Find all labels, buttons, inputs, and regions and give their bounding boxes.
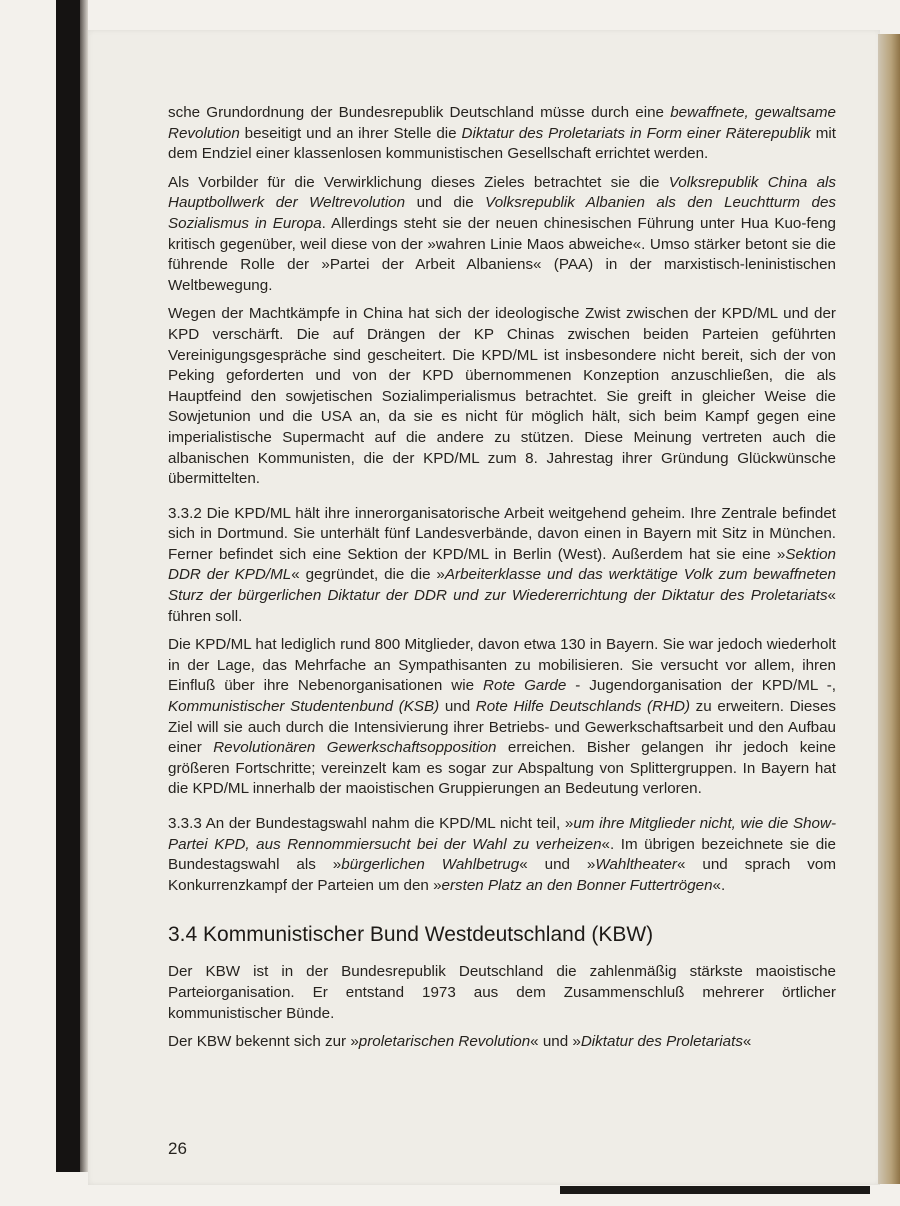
emphasis-text: Volksrepublik China als Hauptbollwerk der Weltrevolution bbox=[168, 173, 837, 212]
emphasis-text: ersten Platz an den Bonner Futtertrögen bbox=[441, 876, 713, 894]
emphasis-text: Volksrepublik Albanien als den Leuchtturm des Sozialismus in Europa bbox=[168, 194, 837, 232]
emphasis-text: Rote Garde bbox=[483, 677, 567, 695]
text-run: und die bbox=[405, 194, 486, 212]
paragraph bbox=[168, 1032, 836, 1053]
section-heading: 3.4 Kommunistischer Bund Westdeutschland (KBW) bbox=[168, 923, 654, 947]
emphasis-text: Arbeiterklasse und das werktätige Volk zum bewaffneten Sturz der bürgerlichen Diktatur der DDR und zur Wiedererrichtung der Diktatur des Proletariats bbox=[168, 566, 837, 605]
text-run: 3.3.2 Die KPD/ML hält ihre innerorganisatorische Arbeit weitgehend geheim. Ihre Zentrale befindet sich in Dortmund. Sie unterhält fünf Landesverbände, davon einen in Bayern mit Sitz in München. Ferner befindet sich eine Sektion der KPD/ML in Berlin (West). Außerdem hat sie eine » bbox=[168, 504, 836, 563]
page-gutter bbox=[80, 0, 88, 1172]
text-run: - Jugendorganisation der KPD/ML -, bbox=[566, 677, 836, 695]
paragraph bbox=[168, 962, 836, 1024]
text-run: Wegen der Machtkämpfe in China hat sich der ideologische Zwist zwischen der KPD/ML und der KPD verschärft. Die auf Drängen der KP Chinas zwischen beiden Parteien geführten Vereinigungsgespräche sind gescheitert. Die KPD/ML ist insbesondere nicht bereit, sich der von Peking geforderten und von der KPD übernommenen Konzeption anzuschließen, die als Hauptfeind den sowjetischen Sozialimperialismus betrachtet. Sie greift in gleicher Weise die Sowjetunion und die USA an, da sie es nicht für möglich hält, sich beim Kampf gegen eine imperialistische Supermacht auf die andere zu stützen. Diese Meinung vertreten auch die albanischen Kommunisten, die der KPD/ML zum 8. Jahrestag ihrer Gründung Glückwünsche übermittelten. bbox=[168, 305, 836, 488]
text-run: «. bbox=[712, 876, 726, 894]
paragraph-group bbox=[168, 962, 836, 1052]
text-run: zu erweitern. Dieses Ziel will sie auch durch die Intensivierung ihrer Betriebs- und Gewerkschaftsarbeit und den Aufbau einer bbox=[168, 698, 837, 757]
paragraph bbox=[168, 814, 836, 896]
text-run: Der KBW bekennt sich zur » bbox=[168, 1033, 359, 1051]
book-spine-shadow bbox=[56, 0, 80, 1172]
emphasis-text: Revolutionären Gewerkschaftsopposition bbox=[213, 739, 497, 757]
text-run: . Allerdings steht sie der neuen chinesischen Führung unter Hua Kuo-feng kritisch gegenüber, weil diese von der »wahren Linie Maos abweiche«. Umso stärker betont sie die führende Rolle der »Partei der Arbeit Albaniens« (PAA) in der marxistisch-leninistischen Weltbewegung. bbox=[168, 214, 836, 294]
text-run: mit dem Endziel einer klassenlosen kommunistischen Gesellschaft errichtet werden. bbox=[168, 124, 837, 163]
paragraph bbox=[168, 504, 836, 628]
emphasis-text: Diktatur des Proletariats bbox=[580, 1033, 743, 1051]
text-run: Die KPD/ML hat lediglich rund 800 Mitglieder, davon etwa 130 in Bayern. Sie war jedoch wiederholt in der Lage, das Mehrfache an Sympathisanten zu mobilisieren. Sie versucht vor allem, ihren Einfluß über ihre Nebenorganisationen wie bbox=[168, 636, 836, 695]
page-body bbox=[168, 103, 836, 1061]
text-run: Der KBW ist in der Bundesrepublik Deutschland die zahlenmäßig stärkste maoistische Parteiorganisation. Er entstand 1973 aus dem Zusammenschluß mehrerer örtlicher kommunistischer Bünde. bbox=[168, 963, 836, 1022]
emphasis-text: Sektion DDR der KPD/ML bbox=[168, 545, 836, 584]
text-run: « und » bbox=[530, 1033, 581, 1051]
text-run: sche Grundordnung der Bundesrepublik Deutschland müsse durch eine bbox=[168, 104, 671, 121]
emphasis-text: proletarischen Revolution bbox=[358, 1033, 531, 1051]
paragraph bbox=[168, 304, 836, 489]
paragraph-group bbox=[168, 103, 836, 896]
emphasis-text: Kommunistischer Studentenbund (KSB) bbox=[168, 698, 440, 716]
emphasis-text: bewaffnete, gewaltsame Revolution bbox=[168, 104, 836, 142]
text-run: erreichen. Bisher gelangen ihr jedoch keine größeren Fortschritte; vereinzelt kam es sogar zur Abspaltung von Splittergruppen. In Bayern hat die KPD/ML innerhalb der maoistischen Gruppierungen an Bedeutung verloren. bbox=[168, 739, 837, 798]
text-run: « und sprach vom Konkurrenzkampf der Parteien um den » bbox=[168, 856, 836, 894]
text-run: «. Im übrigen bezeichnete sie die Bundestagswahl als » bbox=[168, 835, 836, 874]
text-run: 3.3.3 An der Bundestagswahl nahm die KPD/ML nicht teil, » bbox=[168, 815, 574, 832]
emphasis-text: Rote Hilfe Deutschlands (RHD) bbox=[475, 698, 691, 716]
emphasis-text: um ihre Mitglieder nicht, wie die Show-Partei KPD, aus Rennommiersucht bei der Wahl zu verheizen bbox=[168, 815, 836, 853]
page-number: 26 bbox=[168, 1139, 187, 1158]
paragraph bbox=[168, 173, 836, 297]
bottom-edge-shadow bbox=[560, 1186, 870, 1194]
emphasis-text: Wahltheater bbox=[595, 856, 677, 874]
page-edge bbox=[878, 34, 900, 1184]
paragraph bbox=[168, 635, 836, 800]
text-run: und bbox=[439, 698, 476, 716]
text-run: Als Vorbilder für die Verwirklichung dieses Zieles betrachtet sie die bbox=[168, 173, 669, 191]
text-run: beseitigt und an ihrer Stelle die bbox=[239, 124, 462, 142]
text-run: « und » bbox=[519, 856, 596, 874]
paragraph bbox=[168, 103, 836, 165]
text-run: « gegründet, die die » bbox=[291, 566, 445, 584]
emphasis-text: bürgerlichen Wahlbetrug bbox=[341, 856, 520, 874]
text-run: « bbox=[742, 1033, 752, 1051]
text-run: « führen soll. bbox=[168, 587, 836, 625]
emphasis-text: Diktatur des Proletariats in Form einer Räterepublik bbox=[461, 124, 811, 142]
